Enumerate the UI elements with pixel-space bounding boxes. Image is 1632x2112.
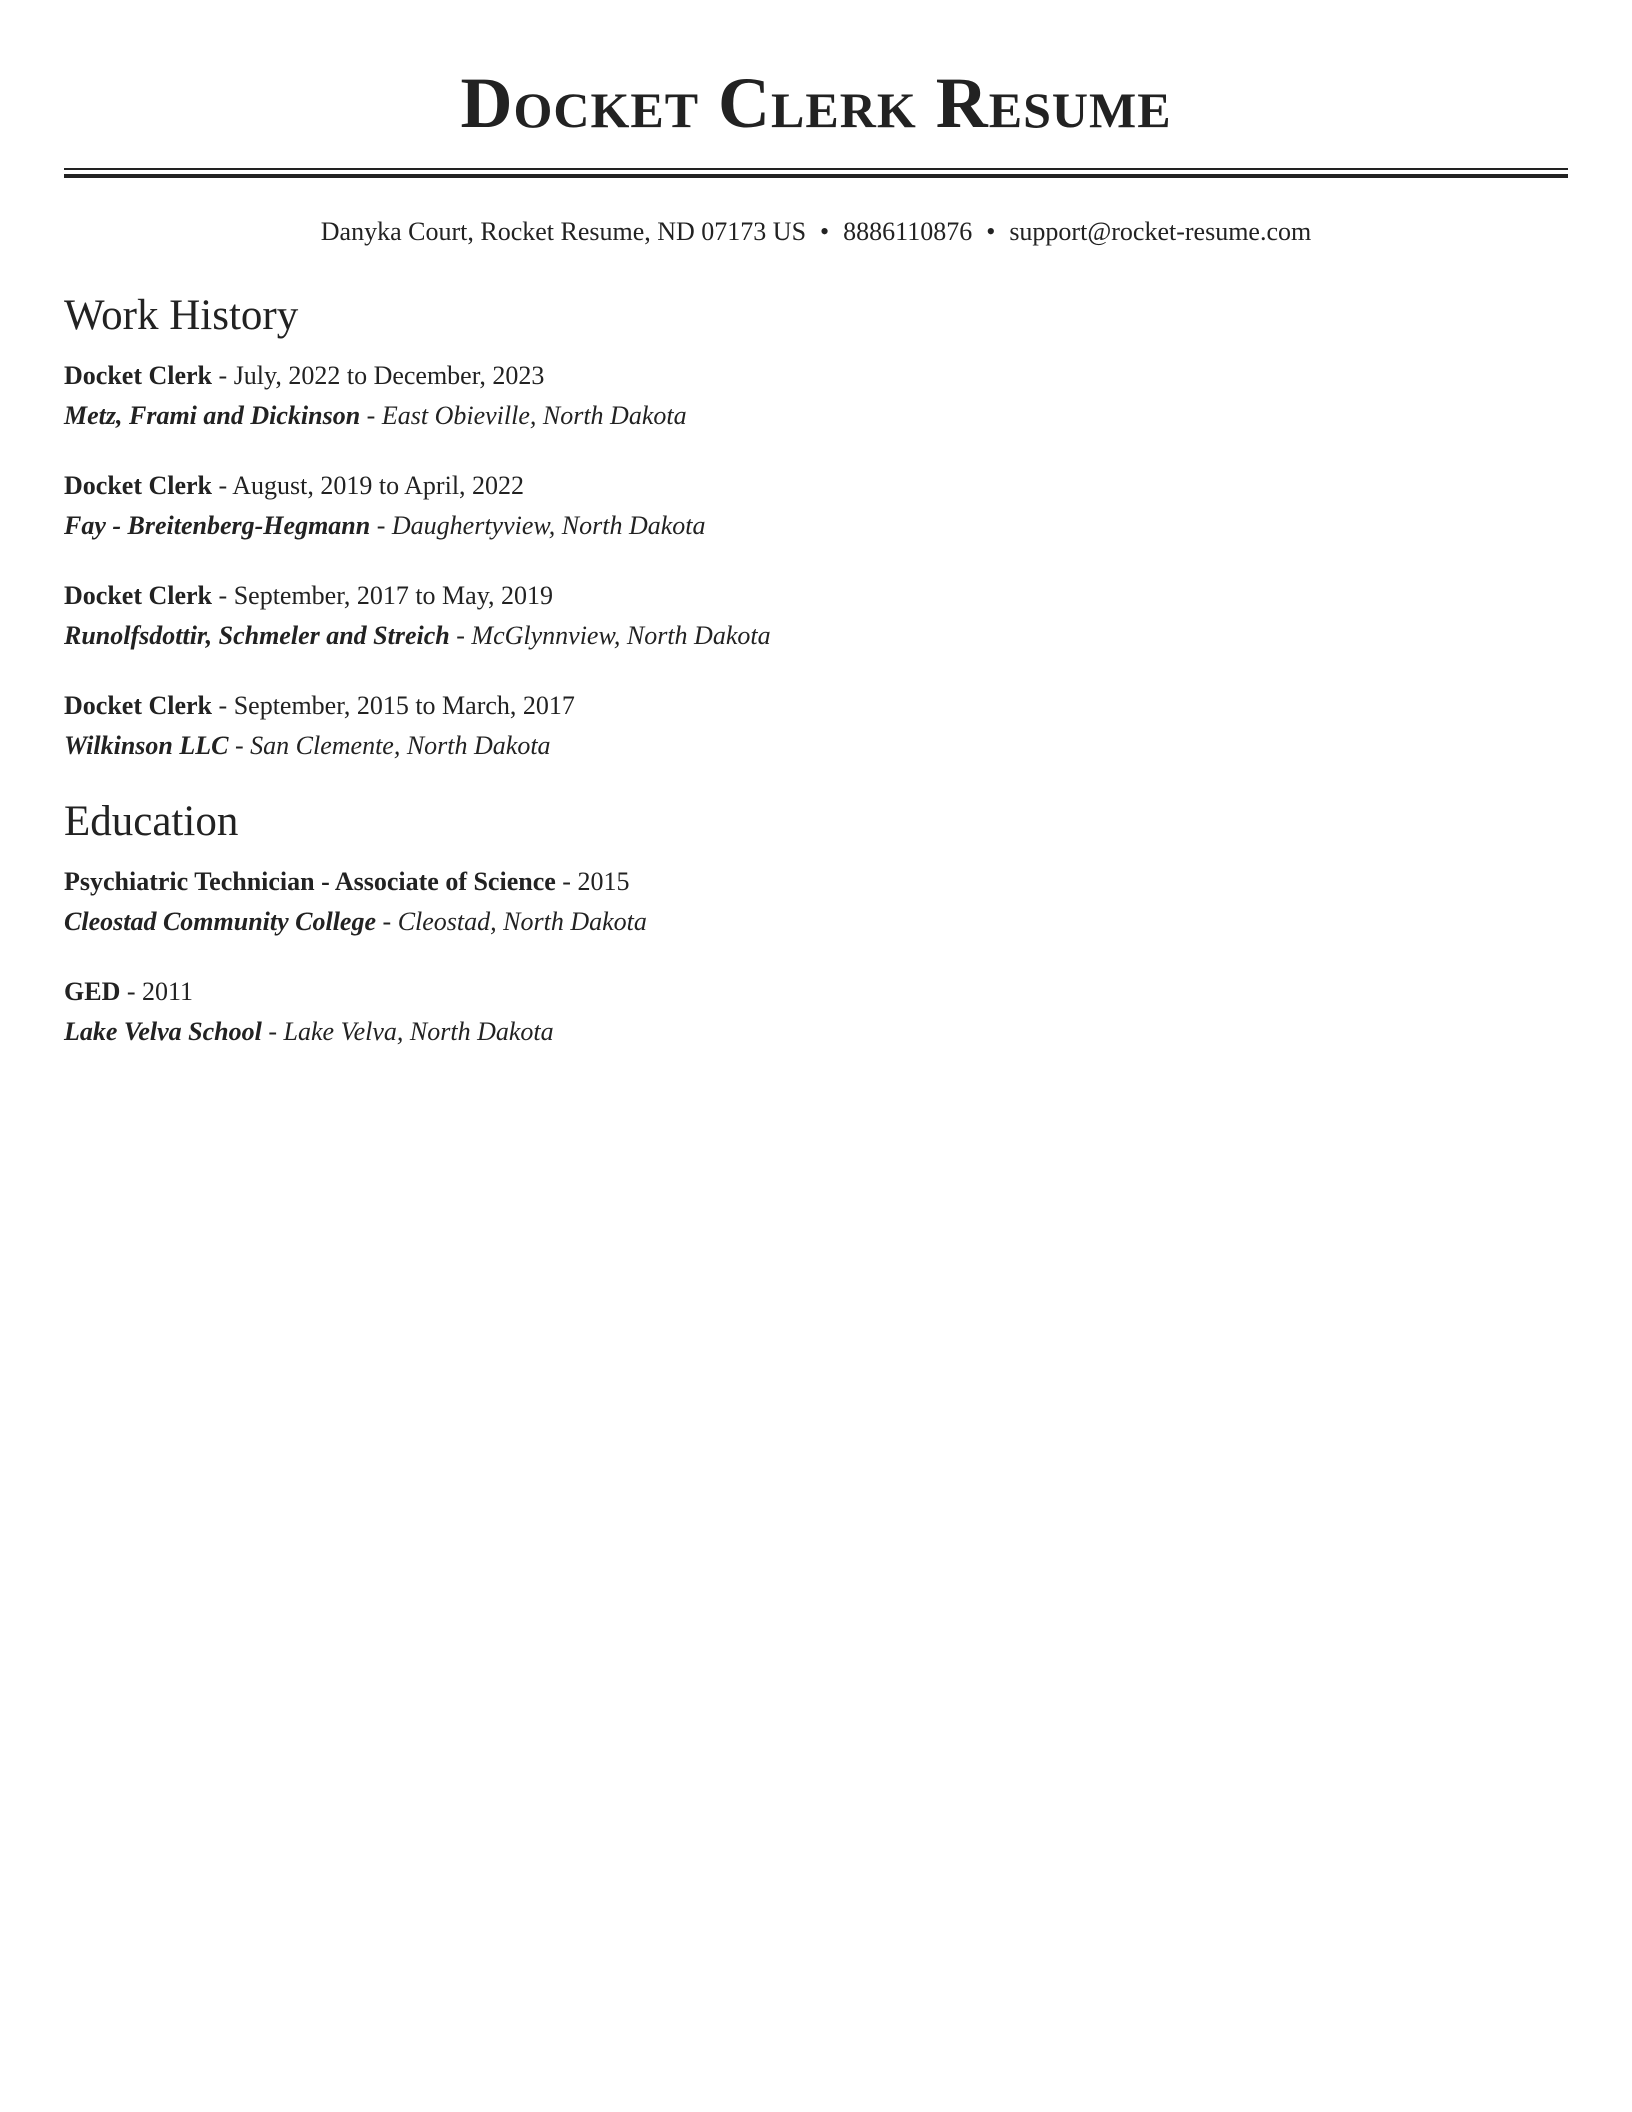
work-entry-title-line: [64, 356, 1568, 396]
education-location: Lake Velva, North Dakota: [283, 1017, 554, 1046]
work-entry-employer-line: [64, 616, 1568, 656]
education-degree: GED: [64, 977, 121, 1006]
dash: -: [212, 581, 234, 610]
dash: -: [228, 731, 251, 760]
education-year: 2015: [577, 867, 630, 896]
dash: -: [449, 621, 472, 650]
education-entry-title-line: [64, 862, 1568, 902]
work-employer: Runolfsdottir, Schmeler and Streich: [64, 621, 450, 650]
education-entry-school-line: [64, 902, 1568, 942]
work-role: Docket Clerk: [64, 581, 213, 610]
work-employer: Metz, Frami and Dickinson: [64, 401, 361, 430]
dash: -: [212, 471, 233, 500]
contact-email: support@rocket-resume.com: [1009, 217, 1312, 246]
divider-thin-line: [64, 168, 1568, 170]
work-role: Docket Clerk: [64, 471, 213, 500]
work-history-list: [64, 356, 1568, 766]
work-entry: [64, 466, 1568, 546]
work-entry: [64, 356, 1568, 436]
work-entry-employer-line: [64, 506, 1568, 546]
work-entry-employer-line: [64, 726, 1568, 766]
work-location: McGlynnview, North Dakota: [471, 621, 771, 650]
education-degree: Psychiatric Technician - Associate of Science: [64, 867, 556, 896]
work-location: Daughertyview, North Dakota: [391, 511, 706, 540]
work-dates: July, 2022 to December, 2023: [233, 361, 545, 390]
dash: -: [261, 1017, 284, 1046]
contact-address: Danyka Court, Rocket Resume, ND 07173 US: [320, 217, 807, 246]
dash: -: [360, 401, 382, 430]
education-heading: Education: [64, 798, 239, 845]
page-title: Docket Clerk Resume: [460, 63, 1172, 143]
header-divider: [64, 168, 1568, 178]
work-location: San Clemente, North Dakota: [250, 731, 551, 760]
work-entry-title-line: [64, 576, 1568, 616]
work-role: Docket Clerk: [64, 361, 213, 390]
divider-thick-line: [64, 174, 1568, 178]
education-school: Cleostad Community College: [64, 907, 377, 936]
contact-info: [64, 214, 1568, 250]
work-employer: Fay - Breitenberg-Hegmann: [64, 511, 371, 540]
contact-phone: 8886110876: [843, 217, 973, 246]
education-school: Lake Velva School: [64, 1017, 262, 1046]
work-location: East Obieville, North Dakota: [381, 401, 687, 430]
work-dates: September, 2017 to May, 2019: [233, 581, 554, 610]
education-location: Cleostad, North Dakota: [397, 907, 647, 936]
work-entry: [64, 686, 1568, 766]
education-entry: [64, 862, 1568, 942]
education-list: [64, 862, 1568, 1052]
work-role: Docket Clerk: [64, 691, 213, 720]
work-dates: September, 2015 to March, 2017: [233, 691, 575, 720]
dash: -: [212, 361, 234, 390]
work-entry-title-line: [64, 686, 1568, 726]
education-entry-school-line: [64, 1012, 1568, 1052]
dash: -: [370, 511, 392, 540]
work-history-heading: Work History: [64, 292, 299, 339]
dash: -: [212, 691, 234, 720]
work-entry-title-line: [64, 466, 1568, 506]
contact-separator: •: [820, 217, 830, 246]
dash: -: [120, 977, 143, 1006]
contact-separator: •: [986, 217, 996, 246]
work-entry-employer-line: [64, 396, 1568, 436]
work-employer: Wilkinson LLC: [64, 731, 229, 760]
dash: -: [555, 867, 578, 896]
education-year: 2011: [142, 977, 194, 1006]
work-entry: [64, 576, 1568, 656]
education-entry: [64, 972, 1568, 1052]
education-entry-title-line: [64, 972, 1568, 1012]
work-dates: August, 2019 to April, 2022: [232, 471, 525, 500]
dash: -: [376, 907, 398, 936]
